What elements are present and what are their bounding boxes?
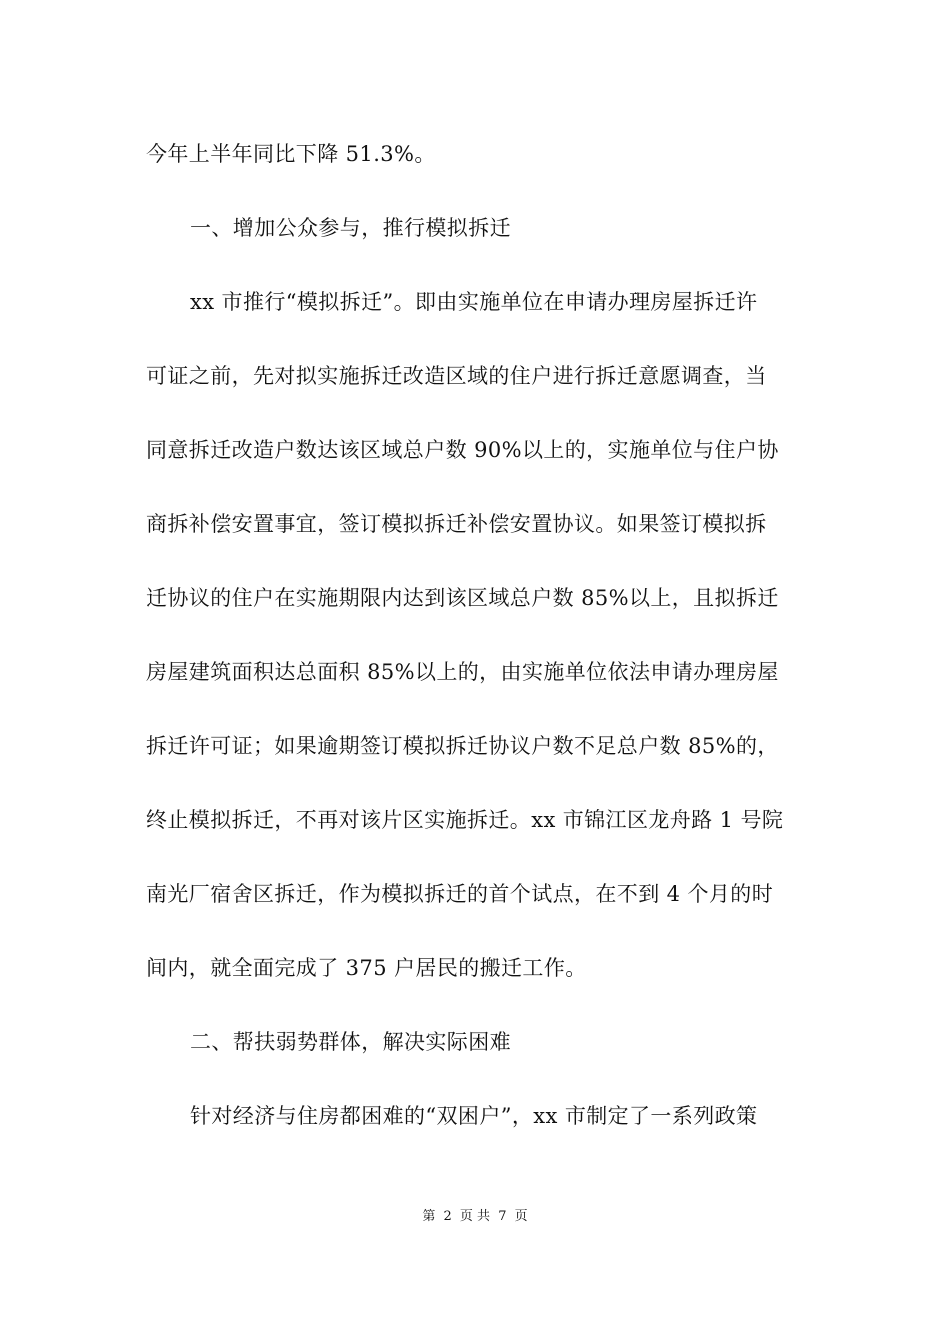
paragraph-line: 南光厂宿舍区拆迁，作为模拟拆迁的首个试点，在不到 4 个月的时	[146, 882, 774, 906]
current-page-number: 2	[443, 1209, 452, 1224]
paragraph-line: 可证之前，先对拟实施拆迁改造区域的住户进行拆迁意愿调查，当	[146, 364, 767, 388]
page-label-prefix: 第	[422, 1209, 436, 1224]
page-label-mid: 页 共	[459, 1209, 491, 1224]
paragraph-line: 房屋建筑面积达总面积 85%以上的，由实施单位依法申请办理房屋	[146, 660, 779, 684]
section-heading: 二、帮扶弱势群体，解决实际困难	[190, 1030, 511, 1054]
paragraph-line: 针对经济与住房都困难的“双困户”，xx 市制定了一系列政策	[190, 1104, 758, 1128]
total-pages-number: 7	[498, 1209, 507, 1224]
paragraph-line: 间内，就全面完成了 375 户居民的搬迁工作。	[146, 956, 587, 980]
paragraph-line: 拆迁许可证；如果逾期签订模拟拆迁协议户数不足总户数 85%的，	[146, 734, 779, 758]
paragraph-line: xx 市推行“模拟拆迁”。即由实施单位在申请办理房屋拆迁许	[190, 290, 758, 314]
paragraph-line: 迁协议的住户在实施期限内达到该区域总户数 85%以上，且拟拆迁	[146, 586, 779, 610]
page-label-suffix: 页	[514, 1209, 528, 1224]
paragraph-line: 同意拆迁改造户数达该区域总户数 90%以上的，实施单位与住户协	[146, 438, 779, 462]
page-footer	[0, 1208, 950, 1226]
paragraph-line: 终止模拟拆迁，不再对该片区实施拆迁。xx 市锦江区龙舟路 1 号院	[146, 808, 784, 832]
paragraph-line: 今年上半年同比下降 51.3%。	[146, 142, 436, 166]
section-heading: 一、增加公众参与，推行模拟拆迁	[190, 216, 511, 240]
paragraph-line: 商拆补偿安置事宜，签订模拟拆迁补偿安置协议。如果签订模拟拆	[146, 512, 767, 536]
